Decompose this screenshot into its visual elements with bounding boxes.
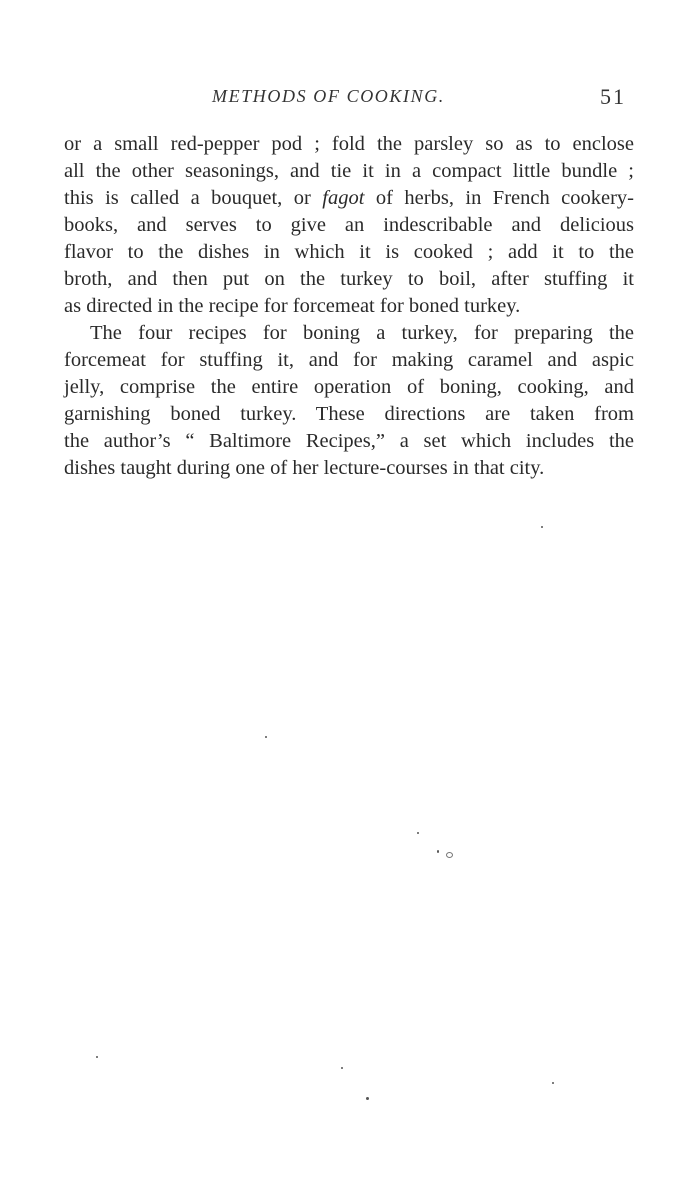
text-line: the author’s “ Baltimore Recipes,” a set which includes the xyxy=(64,430,634,452)
paper-speck xyxy=(552,1082,554,1084)
text-line: jelly, comprise the entire operation of boning, cooking, and xyxy=(64,376,634,398)
running-title: METHODS OF COOKING. xyxy=(212,86,445,106)
body-text xyxy=(64,131,634,482)
paper-speck xyxy=(96,1056,98,1058)
text-line xyxy=(64,185,634,212)
paragraph-1 xyxy=(64,131,634,320)
text-line: or a small red-pepper pod ; fold the parsley so as to enclose xyxy=(64,133,634,155)
text-line: forcemeat for stuffing it, and for making caramel and aspic xyxy=(64,349,634,371)
text-line: The four recipes for boning a turkey, for preparing the xyxy=(90,322,634,344)
paragraph-2 xyxy=(64,320,634,482)
text-line: garnishing boned turkey. These directions are taken from xyxy=(64,403,634,425)
paper-speck xyxy=(437,850,439,853)
paper-speck xyxy=(541,526,543,528)
text-line: broth, and then put on the turkey to boil, after stuffing it xyxy=(64,268,634,290)
paper-speck xyxy=(417,832,419,834)
paper-speck xyxy=(446,852,453,858)
paper-speck xyxy=(265,736,267,738)
paper-speck xyxy=(341,1067,343,1069)
page-number: 51 xyxy=(600,84,626,109)
text-line: dishes taught during one of her lecture-courses in that city. xyxy=(64,457,545,479)
text-line: all the other seasonings, and tie it in a compact little bundle ; xyxy=(64,160,634,182)
paper-speck xyxy=(366,1097,369,1100)
text-line: as directed in the recipe for forcemeat for boned turkey. xyxy=(64,295,521,317)
running-head xyxy=(0,86,700,116)
text-fragment: of herbs, in French cookery- xyxy=(375,187,635,209)
text-line: books, and serves to give an indescribable and delicious xyxy=(64,214,634,236)
italic-term: fagot xyxy=(322,187,365,209)
text-line: flavor to the dishes in which it is cooked ; add it to the xyxy=(64,241,634,263)
text-fragment: this is called a bouquet, or xyxy=(64,187,311,209)
